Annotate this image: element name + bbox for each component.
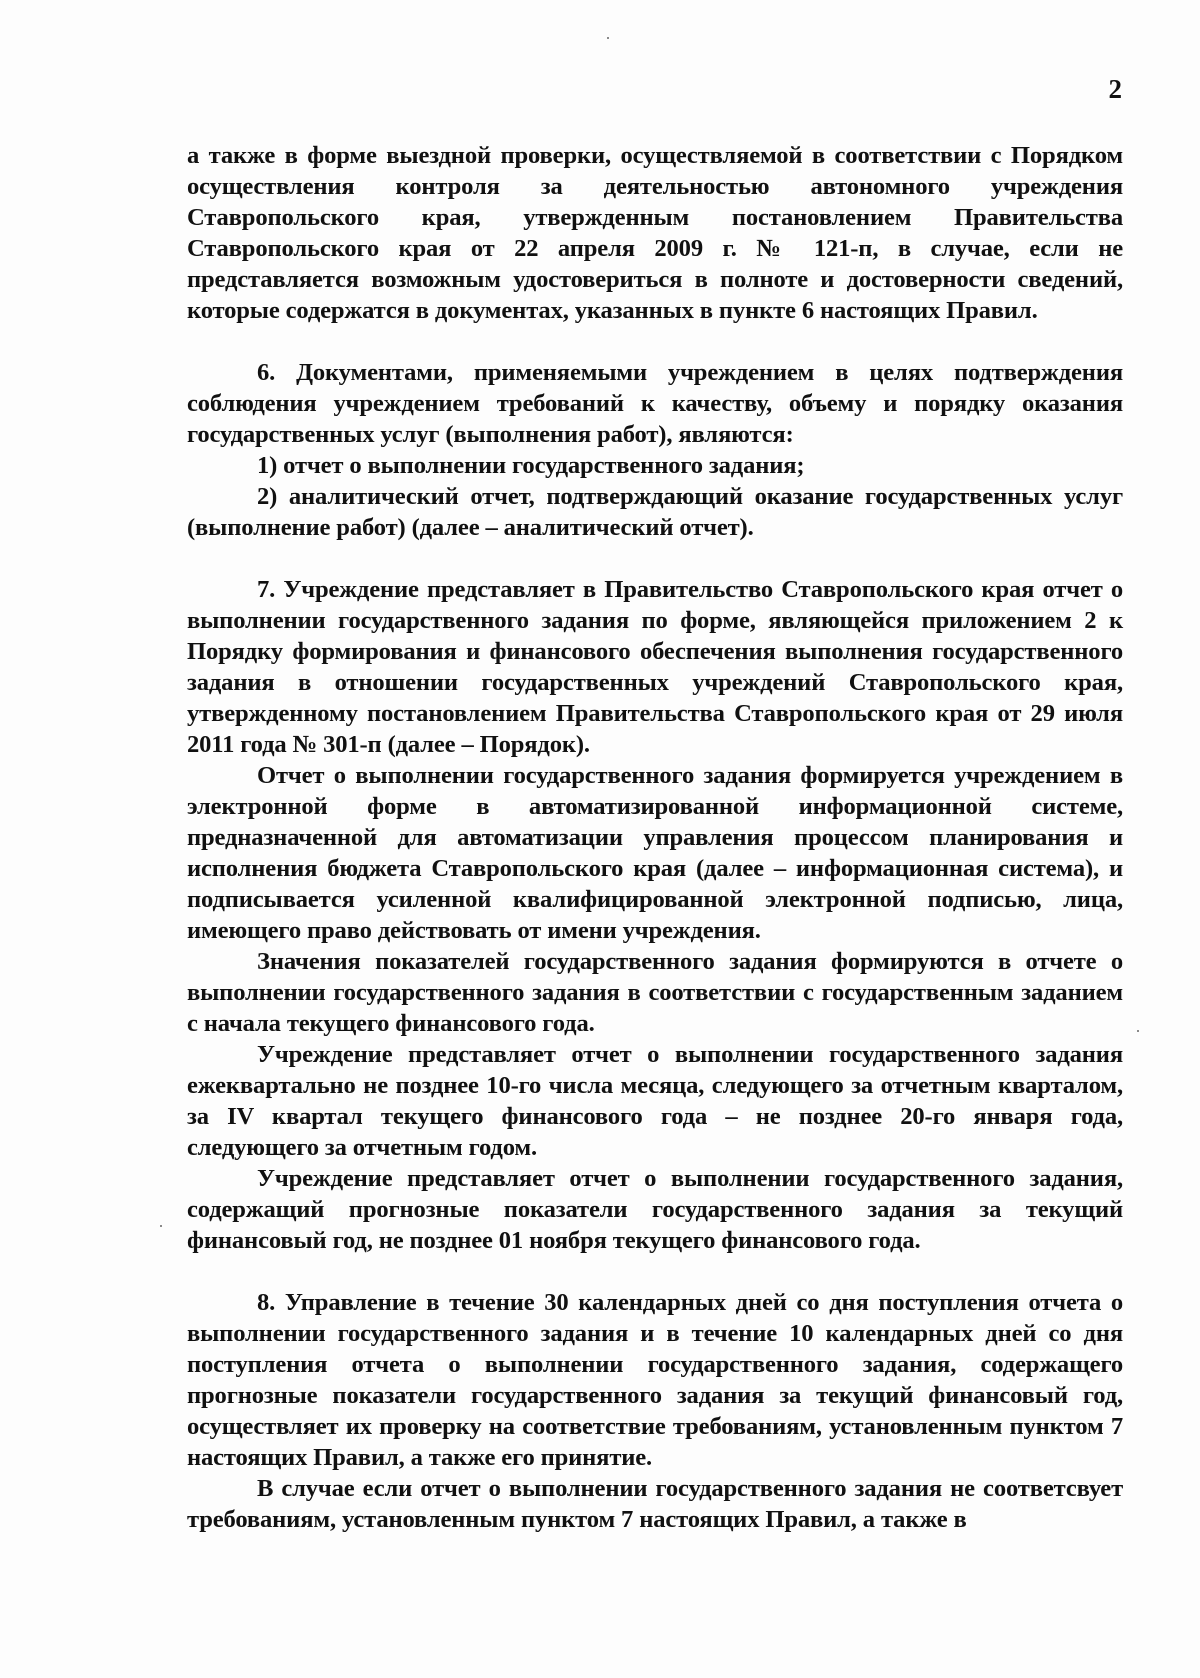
paragraph: Учреждение представляет отчет о выполнении государственного задания, содержащий прогнозные показатели государственного задания за текущий финансовый год, не позднее 01 ноября текущего финансового года. <box>187 1165 1123 1254</box>
paragraph: Значения показателей государственного задания формируются в отчете о выполнении государственного задания в соответствии с государственным заданием с начала текущего финансового года. <box>187 948 1123 1037</box>
paragraph: 2) аналитический отчет, подтверждающий оказание государственных услуг (выполнение работ) (далее – аналитический отчет). <box>187 483 1123 541</box>
scan-speck <box>160 1225 162 1227</box>
paragraph: 1) отчет о выполнении государственного задания; <box>257 452 805 479</box>
paragraph: а также в форме выездной проверки, осуществляемой в соответствии с Порядком осуществления контроля за деятельностью автономного учреждения Ставропольского края, утвержденным постановлением Правительства Ставропольского края от 22 апреля 2009 г. № 121-п, в случае, если не представляется возможным удостовериться в полноте и достоверности сведений, которые содержатся в документах, указанных в пункте 6 настоящих Правил. <box>187 142 1123 324</box>
paragraph-spacer <box>187 326 1123 357</box>
paragraph: 7. Учреждение представляет в Правительство Ставропольского края отчет о выполнении государственного задания по форме, являющейся приложением 2 к Порядку формирования и финансового обеспечения выполнения государственного задания в отношении государственных учреждений Ставропольского края, утвержденному постановлением Правительства Ставропольского края от 29 июля 2011 года № 301-п (далее – Порядок). <box>187 576 1123 758</box>
paragraph: Учреждение представляет отчет о выполнении государственного задания ежеквартально не позднее 10-го числа месяца, следующего за отчетным кварталом, за IV квартал текущего финансового года – не позднее 20-го января года, следующего за отчетным годом. <box>187 1041 1123 1161</box>
scan-speck <box>607 37 609 39</box>
page-number: 2 <box>1108 74 1122 104</box>
paragraph-spacer <box>187 1256 1123 1287</box>
paragraph: 8. Управление в течение 30 календарных дней со дня поступления отчета о выполнении государственного задания и в течение 10 календарных дней со дня поступления отчета о выполнении государственного задания, содержащего прогнозные показатели государственного задания за текущий финансовый год, осуществляет их проверку на соответствие требованиям, установленным пунктом 7 настоящих Правил, а также его принятие. <box>187 1289 1123 1471</box>
paragraph: 6. Документами, применяемыми учреждением в целях подтверждения соблюдения учреждением требований к качеству, объему и порядку оказания государственных услуг (выполнения работ), являются: <box>187 359 1123 448</box>
paragraph-spacer <box>187 543 1123 574</box>
document-body <box>187 140 1123 1535</box>
paragraph: Отчет о выполнении государственного задания формируется учреждением в электронной форме в автоматизированной информационной системе, предназначенной для автоматизации управления процессом планирования и исполнения бюджета Ставропольского края (далее – информационная система), и подписывается усиленной квалифицированной электронной подписью, лица, имеющего право действовать от имени учреждения. <box>187 762 1123 944</box>
paragraph: В случае если отчет о выполнении государственного задания не соответсвует требованиям, установленным пунктом 7 настоящих Правил, а также в <box>187 1475 1123 1533</box>
scan-speck <box>1137 1030 1139 1032</box>
